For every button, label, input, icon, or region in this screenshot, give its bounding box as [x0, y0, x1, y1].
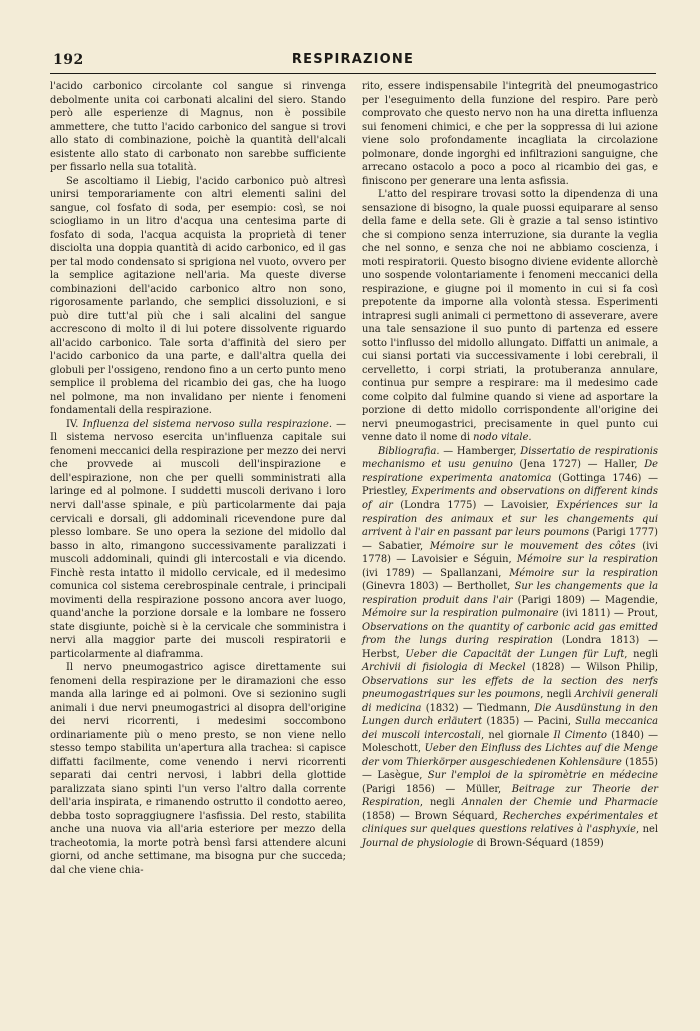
bib-details: , nel giornale	[481, 729, 554, 741]
bib-details: (Londra 1775)	[392, 499, 477, 511]
bib-author: — Lasègue,	[362, 770, 428, 782]
paragraph-liebig: Se ascoltiamo il Liebig, l'acido carbonico può altresì unirsi temporariamente con altri elementi salini del sangue, col fosfato di soda, per esempio: così, se noi sciogliamo in un litro d'acqua una centesima parte di fosfato di soda, l'acqua acquista la proprietà di tener disciolta una doppia quantità di acido carbonico, ed il gas per tal modo condensato si sprigiona nel vuoto, ovvero per la semplice agitazione nell'aria. Ma queste diverse combinazioni dell'acido carbonico altro non sono, rigorosamente parlando, che semplici dissoluzioni, e si può dire tutt'al più che i sali alcalini del sangue accrescono di molto il di lui potere dissolvente riguardo all'acido carbonico. Tale sorta d'affinità del siero per l'acido carbonico da una parte, e dall'altra quella dei globuli per l'ossigeno, rendono fino a un certo punto meno semplice il problema del ricambio dei gas, che ha luogo nel polmone, ma non invalidano per niente i fenomeni fondamentali della respirazione.	[50, 175, 346, 417]
nodo-vitale-term: nodo vitale.	[473, 432, 532, 444]
bib-author: — Pacini,	[519, 716, 576, 728]
bib-details: , negli	[624, 648, 659, 660]
bib-title: Mémoire sur la respiration	[509, 567, 659, 579]
bib-title: Mémoire sur la respiration	[516, 554, 659, 566]
bib-title: Experiments and observations on different kinds of air	[362, 486, 658, 511]
bib-title: Mémoire sur la respiration pulmonaire	[362, 608, 559, 620]
bib-author: — Moleschott,	[362, 729, 658, 755]
bib-details: (1840)	[606, 729, 644, 741]
bib-title: Observations on the quantity of carbonic acid gas emitted from the lungs during respiration	[362, 621, 658, 647]
bib-author: — Priestley,	[362, 472, 658, 498]
bib-title: Beitrage zur Theorie der Respiration	[362, 783, 659, 809]
bib-author: — Sabatier,	[362, 540, 430, 552]
left-column	[50, 80, 346, 877]
bib-details: (1828)	[525, 662, 565, 674]
bib-details: , negli	[419, 797, 462, 809]
bib-details: (1855)	[621, 756, 658, 768]
bib-title: Die Ausdünstung in den Lungen durch erläutert	[362, 702, 659, 728]
bib-details: (Parigi 1856)	[362, 783, 435, 795]
bib-details: di Brown-Séquard (1859)	[473, 837, 604, 849]
bib-title: Sur l'emploi de la spiromètrie en médecine	[427, 770, 658, 782]
bibliography-label: Bibliografia.	[378, 445, 440, 457]
bib-title: Archivii di fisiologia di Meckel	[362, 662, 526, 674]
bib-author: — Prout,	[610, 608, 659, 620]
bib-author: — Tiedmann,	[458, 702, 535, 714]
bib-title: Observations sur les effets de la section des nerfs pneumogastriques sur les poumons	[362, 675, 658, 701]
bibliography	[362, 445, 658, 850]
bib-author: — Wilson Philip,	[564, 662, 658, 674]
bib-details: (Londra 1813)	[552, 635, 640, 647]
bib-details: (Parigi 1777)	[589, 527, 658, 539]
paragraph-body: L'atto del respirare trovasi sotto la dipendenza di una sensazione di bisogno, la quale puossi equiparare al senso della fame e della sete. Gli è grazie a tal senso istintivo che si compiono senza interruzione, sia durante la veglia che nel sonno, e senza che noi ne abbiamo coscienza, i moti respiratorii. Questo bisogno diviene evidente allorchè uno sospende volontariamente i fenomeni meccanici della respirazione, e giugne poi il momento in cui si fa così prepotente da imporne alla volontà stessa. Esperimenti intrapresi sugli animali ci permettono di asseverare, avere una tale sensazione il suo punto di partenza ed essere sotto l'influsso del midollo allungato. Diffatti un animale, a cui siansi portati via successivamente i lobi cerebrali, il cervelletto, i corpi striati, la protuberanza annulare, continua pur sempre a respirare: ma il medesimo cade come colpito dal fulmine quando si viene ad asportare la porzione di detto midollo corrispondente all'origine dei nervi pneumogastrici, precisamente in quel punto cui venne dato il nome di	[362, 189, 658, 444]
section-heading: Influenza del sistema nervoso sulla respirazione.	[82, 418, 332, 430]
bib-title: De respiratione experimenta anatomica	[362, 459, 658, 484]
bib-author: — Magendie,	[584, 594, 659, 606]
bib-details: (Parigi 1809)	[512, 594, 585, 606]
bib-author: — Haller,	[580, 459, 645, 471]
running-title: RESPIRAZIONE	[291, 52, 415, 67]
bib-title: Archivii generali di medicina	[362, 689, 658, 714]
bib-author: — Berthollet,	[438, 581, 515, 593]
bib-author: — Lavoisier,	[476, 499, 557, 511]
watermark-mark	[570, 1012, 660, 1030]
bib-title: Sur les changements que la respiration produit dans l'air	[362, 581, 659, 606]
right-column	[362, 80, 658, 850]
section-number: IV.	[66, 418, 79, 430]
bib-title: Ueber den Einfluss des Lichtes auf die Menge der vom Thierkörper ausgeschiedenen Kohlensäure	[362, 743, 658, 768]
bib-author: — Spallanzani,	[414, 567, 510, 579]
bib-details: (ivi 1811)	[558, 608, 611, 620]
bib-title: Sulla meccanica dei muscoli intercostali	[362, 716, 658, 741]
bib-title: Annalen der Chemie und Pharmacie	[461, 797, 658, 809]
bib-details: (1835)	[482, 716, 520, 728]
bib-details: (ivi 1789)	[362, 567, 415, 579]
bib-author: — Herbst,	[362, 635, 658, 660]
bib-title: Expériences sur la respiration des animaux et sur les changements qui arrivent à l'air en passant par leurs poumons	[362, 499, 658, 539]
bib-details: (Gottinga 1746)	[551, 472, 642, 484]
bib-author: — Müller,	[434, 783, 512, 795]
paragraph-continuation: l'acido carbonico circolante col sangue si rinvenga debolmente unita coi carbonati alcalini del siero. Stando però alle esperienze di Magnus, non è possibile ammettere, che tutto l'acido carbonico del sangue si trovi allo stato di combinazione, poichè la quantità dell'alcali esistente allo stato di carbonato non sarebbe sufficiente per fissarlo nella sua totalità.	[50, 81, 346, 174]
bib-details: (1832)	[421, 702, 459, 714]
bib-title: Recherches expérimentales et cliniques sur quelques questions relatives à l'asphyxie	[362, 810, 658, 836]
page-number: 192	[53, 52, 84, 68]
paragraph-nervous-system	[50, 418, 346, 661]
paragraph-continuation-right: rito, essere indispensabile l'integrità del pneumogastrico per l'eseguimento della funzione del respiro. Pare però comprovato che questo nervo non ha una diretta influenza sui fenomeni chimici, e che per la soppressa di lui azione viene solo profondamente incagliata la circolazione polmonare, donde ingorghi ed infiltrazioni sanguigne, che arrecano ostacolo a poco a poco al ricambio dei gas, e finiscono per generare una lenta asfissia.	[362, 81, 658, 187]
page-header	[50, 50, 656, 72]
paragraph-breathing-act	[362, 188, 658, 445]
bib-title: Journal de physiologie	[362, 837, 474, 849]
paragraph-pneumogastric: Il nervo pneumogastrico agisce direttamente sui fenomeni della respirazione per le diramazioni che esso manda alla laringe ed ai polmoni. Ove si sezionino sugli animali i due nervi pneumogastrici al disopra dell'origine dei nervi ricorrenti, i medesimi soccombono ordinariamente più o meno presto, se non viene nello stesso tempo stabilita un'apertura alla trachea: si capisce diffatti facilmente, come venendo i nervi ricorrenti separati dai centri nervosi, i labbri della glottide paralizzata siano spinti l'un verso l'altro dalla corrente dell'aria inspirata, e rimanendo ostrutto il condotto aereo, debba tosto sopraggiugnere l'asfissia. Del resto, stabilita anche una nuova via all'aria esteriore per mezzo della tracheotomia, la morte potrà bensì farsi attendere alcuni giorni, od anche settimane, ma bisogna pur che succeda; dal che viene chia-	[50, 662, 346, 876]
section-text: — Il sistema nervoso esercita un'influenza capitale sui fenomeni meccanici della respirazione per mezzo dei nervi che provvede ai muscoli dell'inspirazione e dell'espirazione, non che per quelli somministrati alla laringe ed al polmone. I suddetti muscoli derivano i loro nervi dall'asse spinale, e più particolarmente dai paja cervicali e dorsali, gli addominali ricevendone pure dal plesso lombare. Se uno opera la sezione del midollo dal basso in alto, rimangono successivamente paralizzati i muscoli addominali, quindi gli intercostali e via dicendo. Finchè resta intatto il midollo cervicale, ed il medesimo comunica col sistema cerebrospinale centrale, i principali movimenti della respirazione possono ancora aver luogo, quand'anche la porzione dorsale e la lombare ne fossero state disgiunte, poichè si è la cervicale che somministra i nervi alla maggior parte dei muscoli respiratorii e particolarmente al diaframma.	[50, 418, 347, 660]
bib-details: , negli	[540, 689, 575, 701]
bib-author: — Lavoisier e Séguin,	[390, 554, 517, 566]
bib-author: — Hamberger,	[439, 445, 521, 457]
bib-details: (1858)	[362, 810, 395, 822]
bib-title: Ueber die Capacität der Lungen für Luft	[405, 648, 625, 660]
bib-details: , nel	[636, 824, 658, 836]
bib-details: (Ginevra 1803)	[362, 581, 439, 593]
bib-author: — Brown Séquard,	[394, 810, 503, 822]
header-rule	[50, 73, 656, 74]
bib-title: Mémoire sur le mouvement des côtes	[429, 540, 636, 552]
bib-title: Dissertatio de respirationis mechanismo et usu genuino	[362, 445, 658, 471]
bib-details: (Jena 1727)	[512, 459, 581, 471]
bib-title: Il Cimento	[553, 729, 607, 741]
bib-details: (ivi 1778)	[362, 540, 658, 566]
